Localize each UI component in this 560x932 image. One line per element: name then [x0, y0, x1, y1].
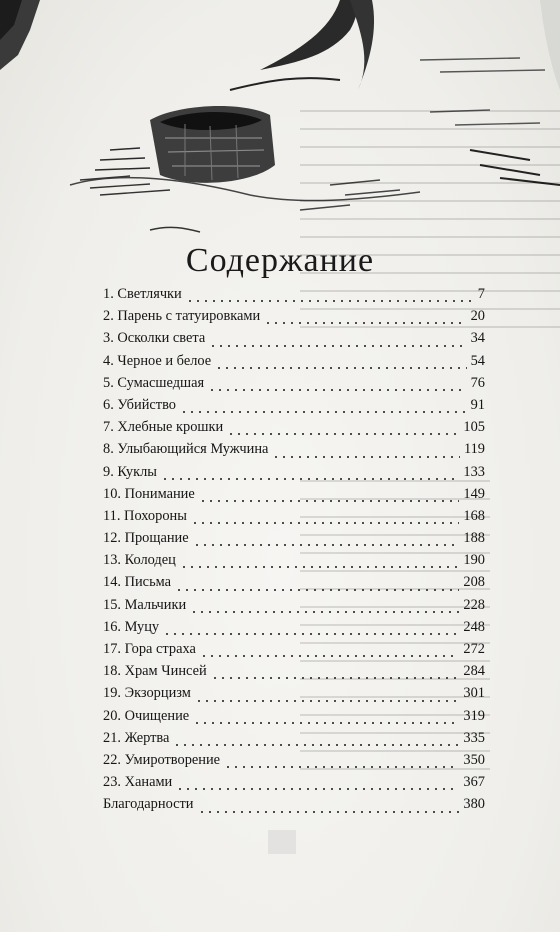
- toc-entry-title: 1. Светлячки: [103, 286, 182, 302]
- toc-entry-title: 3. Осколки света: [103, 330, 206, 347]
- toc-entry-title: 6. Убийство: [103, 396, 176, 413]
- dot-leader: [190, 602, 459, 614]
- toc-entry-title: 4. Черное и белое: [103, 352, 212, 369]
- dot-leader: [180, 557, 460, 569]
- toc-entry-title: 7. Хлебные крошки: [103, 419, 224, 436]
- toc-entry-page-number: 208: [463, 574, 485, 591]
- toc-entry: [103, 619, 485, 641]
- toc-entry-title: 11. Похороны: [103, 507, 187, 524]
- dot-leader: [224, 757, 459, 769]
- toc-entry: [103, 441, 485, 463]
- toc-entry: [103, 774, 485, 796]
- toc-entry-page-number: 284: [463, 663, 485, 680]
- toc-entry-page-number: 133: [463, 463, 485, 480]
- toc-entry: [103, 530, 485, 552]
- dot-leader: [215, 358, 466, 370]
- dot-leader: [264, 313, 466, 325]
- toc-entry: [103, 486, 485, 508]
- toc-entry: [103, 574, 485, 596]
- toc-entry-title: 10. Понимание: [103, 485, 195, 502]
- toc-entry: [103, 597, 485, 619]
- dot-leader: [186, 291, 474, 303]
- toc-entry-page-number: 367: [463, 774, 485, 791]
- toc-entry-title: 15. Мальчики: [103, 596, 187, 613]
- toc-entry-page-number: 335: [463, 729, 485, 746]
- toc-entry-title: 19. Экзорцизм: [103, 685, 191, 702]
- dot-leader: [193, 535, 460, 547]
- dot-leader: [173, 735, 459, 747]
- dot-leader: [161, 469, 459, 481]
- toc-entry-title: 13. Колодец: [103, 552, 176, 569]
- dot-leader: [227, 424, 459, 436]
- toc-entry-title: 23. Ханами: [103, 774, 173, 791]
- toc-entry: [103, 286, 485, 308]
- toc-entry-page-number: 380: [463, 796, 485, 813]
- toc-entry: [103, 419, 485, 441]
- toc-entry-title: 14. Письма: [103, 574, 172, 591]
- dot-leader: [211, 668, 460, 680]
- dot-leader: [199, 491, 460, 503]
- dot-leader: [272, 447, 460, 459]
- toc-entry-page-number: 319: [463, 707, 485, 724]
- toc-entry-page-number: 91: [470, 396, 485, 413]
- table-of-contents: [103, 286, 485, 819]
- toc-entry: [103, 464, 485, 486]
- toc-entry-title: Благодарности: [103, 796, 194, 813]
- toc-entry-page-number: 76: [470, 374, 485, 391]
- dot-leader: [208, 380, 467, 392]
- toc-entry-title: 2. Парень с татуировками: [103, 308, 261, 325]
- toc-entry-page-number: 190: [463, 552, 485, 569]
- toc-entry-page-number: 168: [463, 507, 485, 524]
- toc-entry-page-number: 54: [470, 352, 485, 369]
- toc-entry: [103, 330, 485, 352]
- toc-entry-page-number: 149: [463, 485, 485, 502]
- dot-leader: [193, 713, 459, 725]
- toc-entry-page-number: 188: [463, 530, 485, 547]
- toc-entry-page-number: 301: [463, 685, 485, 702]
- dot-leader: [191, 513, 460, 525]
- toc-entry-page-number: 7: [477, 286, 485, 302]
- dot-leader: [198, 802, 460, 814]
- toc-entry: [103, 552, 485, 574]
- toc-entry: [103, 397, 485, 419]
- toc-entry-title: 21. Жертва: [103, 729, 170, 746]
- toc-entry-title: 9. Куклы: [103, 463, 157, 480]
- toc-entry-title: 8. Улыбающийся Мужчина: [103, 441, 269, 458]
- dot-leader: [180, 402, 467, 414]
- toc-entry-page-number: 34: [470, 330, 485, 347]
- bleed-through-mark: [268, 830, 296, 854]
- dot-leader: [209, 336, 466, 348]
- toc-entry-title: 20. Очищение: [103, 707, 190, 724]
- toc-entry: [103, 663, 485, 685]
- toc-entry: [103, 375, 485, 397]
- toc-entry-page-number: 248: [463, 618, 485, 635]
- dot-leader: [200, 646, 460, 658]
- page-title: Содержание: [185, 242, 375, 279]
- toc-entry: [103, 730, 485, 752]
- toc-entry: [103, 353, 485, 375]
- toc-entry-page-number: 105: [463, 419, 485, 436]
- toc-entry-title: 16. Муцу: [103, 618, 160, 635]
- toc-entry-page-number: 350: [463, 751, 485, 768]
- dot-leader: [176, 779, 459, 791]
- toc-entry-title: 17. Гора страха: [103, 641, 196, 657]
- toc-entry: [103, 685, 485, 707]
- toc-entry: [103, 796, 485, 818]
- toc-entry: [103, 708, 485, 730]
- toc-entry-title: 12. Прощание: [103, 530, 189, 547]
- toc-entry: [103, 641, 485, 663]
- toc-entry: [103, 508, 485, 530]
- dot-leader: [163, 624, 459, 636]
- toc-entry-page-number: 20: [470, 308, 485, 325]
- dot-leader: [175, 580, 459, 592]
- toc-entry-title: 22. Умиротворение: [103, 751, 221, 768]
- toc-entry-page-number: 272: [463, 641, 485, 657]
- toc-entry-title: 5. Сумасшедшая: [103, 374, 205, 391]
- toc-entry-title: 18. Храм Чинсей: [103, 663, 207, 680]
- toc-entry: [103, 752, 485, 774]
- dot-leader: [195, 691, 460, 703]
- toc-entry-page-number: 228: [463, 596, 485, 613]
- toc-entry: [103, 308, 485, 330]
- toc-entry-page-number: 119: [463, 441, 485, 458]
